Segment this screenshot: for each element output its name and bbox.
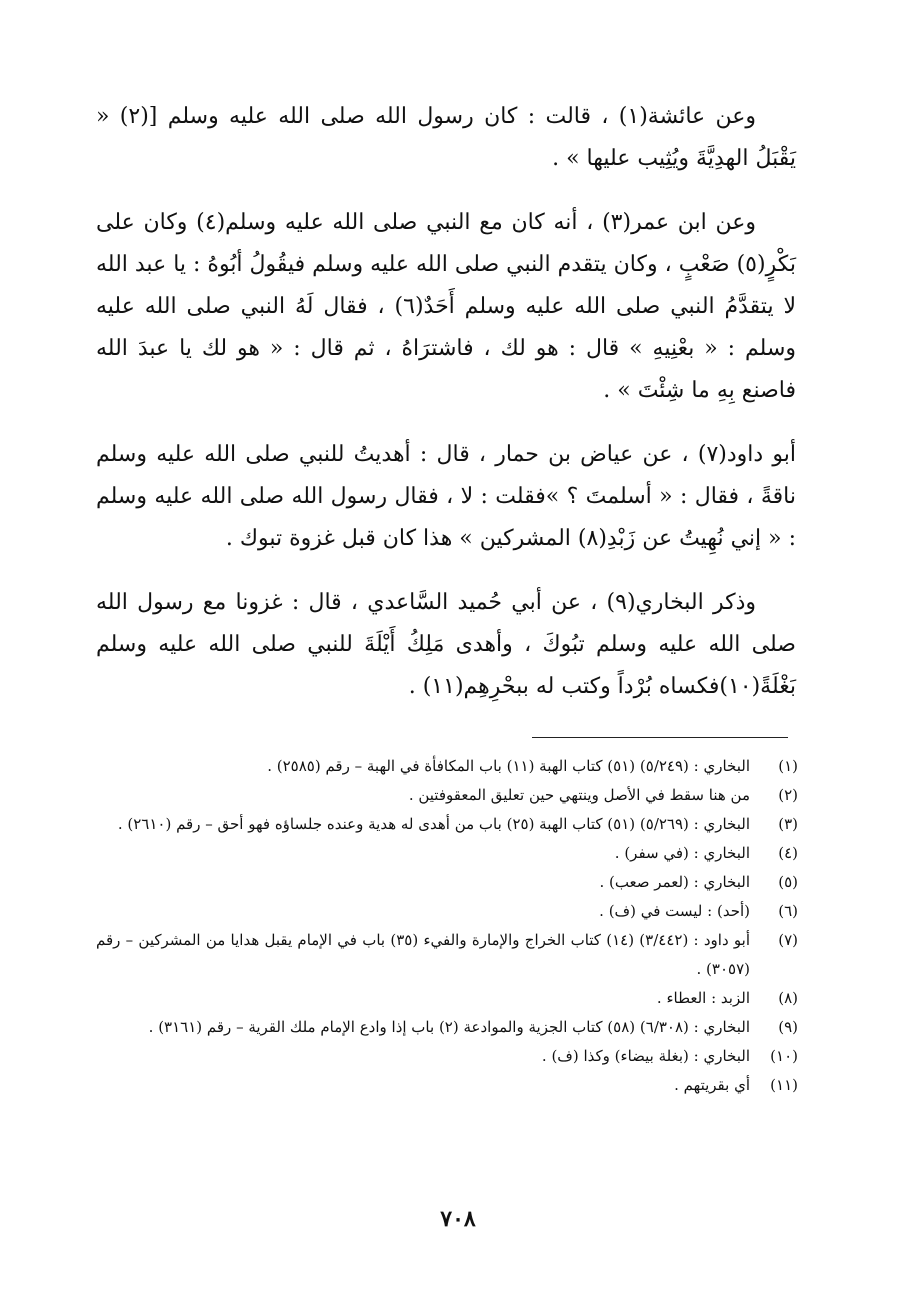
footnote-text: البخاري : (٦/٣٠٨) (٥٨) كتاب الجزية والموادعة (٢) باب إذا وادع الإمام ملك القرية – رقم (٣١٦١) . <box>148 1018 750 1036</box>
main-text <box>96 96 796 730</box>
footnote-number: (٥) <box>778 873 798 891</box>
footnote-divider <box>532 737 788 738</box>
footnote-text: (أحد) : ليست في (ف) . <box>599 902 750 920</box>
footnote-item <box>96 1071 798 1100</box>
footnote-text: البخاري : (٥/٢٦٩) (٥١) كتاب الهبة (٢٥) باب من أهدى له هدية وعنده جلساؤه فهو أحق – رقم (٢٦١٠) . <box>117 815 750 833</box>
footnote-text: الزبد : العطاء . <box>656 989 750 1007</box>
footnote-number: (٤) <box>778 844 798 862</box>
footnote-text: البخاري : (في سفر) . <box>614 844 750 862</box>
footnote-number: (١) <box>778 757 798 775</box>
footnote-item <box>96 897 798 926</box>
footnote-item <box>96 1042 798 1071</box>
footnote-text: من هنا سقط في الأصل وينتهي حين تعليق المعقوفتين . <box>408 786 750 804</box>
footnote-text: أي بقريتهم . <box>674 1076 750 1094</box>
footnote-number: (٣) <box>778 815 798 833</box>
footnote-number: (٨) <box>778 989 798 1007</box>
page-number: ٧٠٨ <box>440 1206 476 1232</box>
footnote-text: البخاري : (لعمر صعب) . <box>599 873 750 891</box>
footnote-item <box>96 868 798 897</box>
footnote-item <box>96 752 798 781</box>
paragraph-ibn-umar-hadith: وعن ابن عمر(٣) ، أنه كان مع النبي صلى الله عليه وسلم(٤) وكان على بَكْرٍ(٥) صَعْبٍ ، وكان يتقدم النبي صلى الله عليه وسلم فيقُولُ أبُوهُ : يا عبد الله لا يتقدَّمُ النبي صلى الله عليه وسلم أَحَدٌ(٦) ، فقال لَهُ النبي صلى الله عليه وسلم : « بعْنِيهِ » قال : هو لك ، فاشترَاهُ ، ثم قال : « هو لك يا عبدَ الله فاصنع بِهِ ما شِئْتَ » . <box>96 210 796 403</box>
footnote-number: (٦) <box>778 902 798 920</box>
footnote-item <box>96 926 798 984</box>
footnote-item <box>96 781 798 810</box>
footnote-number: (١٠) <box>770 1047 798 1065</box>
footnote-number: (٧) <box>778 931 798 949</box>
footnote-number: (٩) <box>778 1018 798 1036</box>
paragraph-abu-dawud-hadith: أبو داود(٧) ، عن عياض بن حمار ، قال : أهديتُ للنبي صلى الله عليه وسلم ناقةً ، فقال : « أسلمتَ ؟ »فقلت : لا ، فقال رسول الله صلى الله عليه وسلم : « إني نُهِيتُ عن زَبْدِ(٨) المشركين » هذا كان قبل غزوة تبوك . <box>96 442 796 551</box>
footnote-item <box>96 839 798 868</box>
paragraph-bukhari-hadith: وذكر البخاري(٩) ، عن أبي حُميد السَّاعدي ، قال : غزونا مع رسول الله صلى الله عليه وسلم تبُوكَ ، وأهدى مَلِكُ أَيْلَةَ للنبي صلى الله عليه وسلم بَغْلَةً(١٠)فكساه بُرْداً وكتب له ببحْرِهِم(١١) . <box>96 590 796 699</box>
footnote-text: البخاري : (٥/٢٤٩) (٥١) كتاب الهبة (١١) باب المكافأة في الهبة – رقم (٢٥٨٥) . <box>267 757 750 775</box>
footnote-item <box>96 810 798 839</box>
footnote-text: البخاري : (بغلة بيضاء) وكذا (ف) . <box>541 1047 750 1065</box>
footnote-number: (٢) <box>778 786 798 804</box>
footnote-item <box>96 984 798 1013</box>
paragraph-aisha-hadith: وعن عائشة(١) ، قالت : كان رسول الله صلى الله عليه وسلم [(٢) « يَقْبَلُ الهدِيَّةَ ويُثِيب عليها » . <box>96 104 796 171</box>
footnotes-list <box>96 752 798 1100</box>
footnote-text: أبو داود : (٣/٤٤٢) (١٤) كتاب الخراج والإمارة والفيء (٣٥) باب في الإمام يقبل هدايا من المشركين – رقم (٣٠٥٧) . <box>96 931 750 978</box>
footnote-number: (١١) <box>770 1076 798 1094</box>
footnote-item <box>96 1013 798 1042</box>
